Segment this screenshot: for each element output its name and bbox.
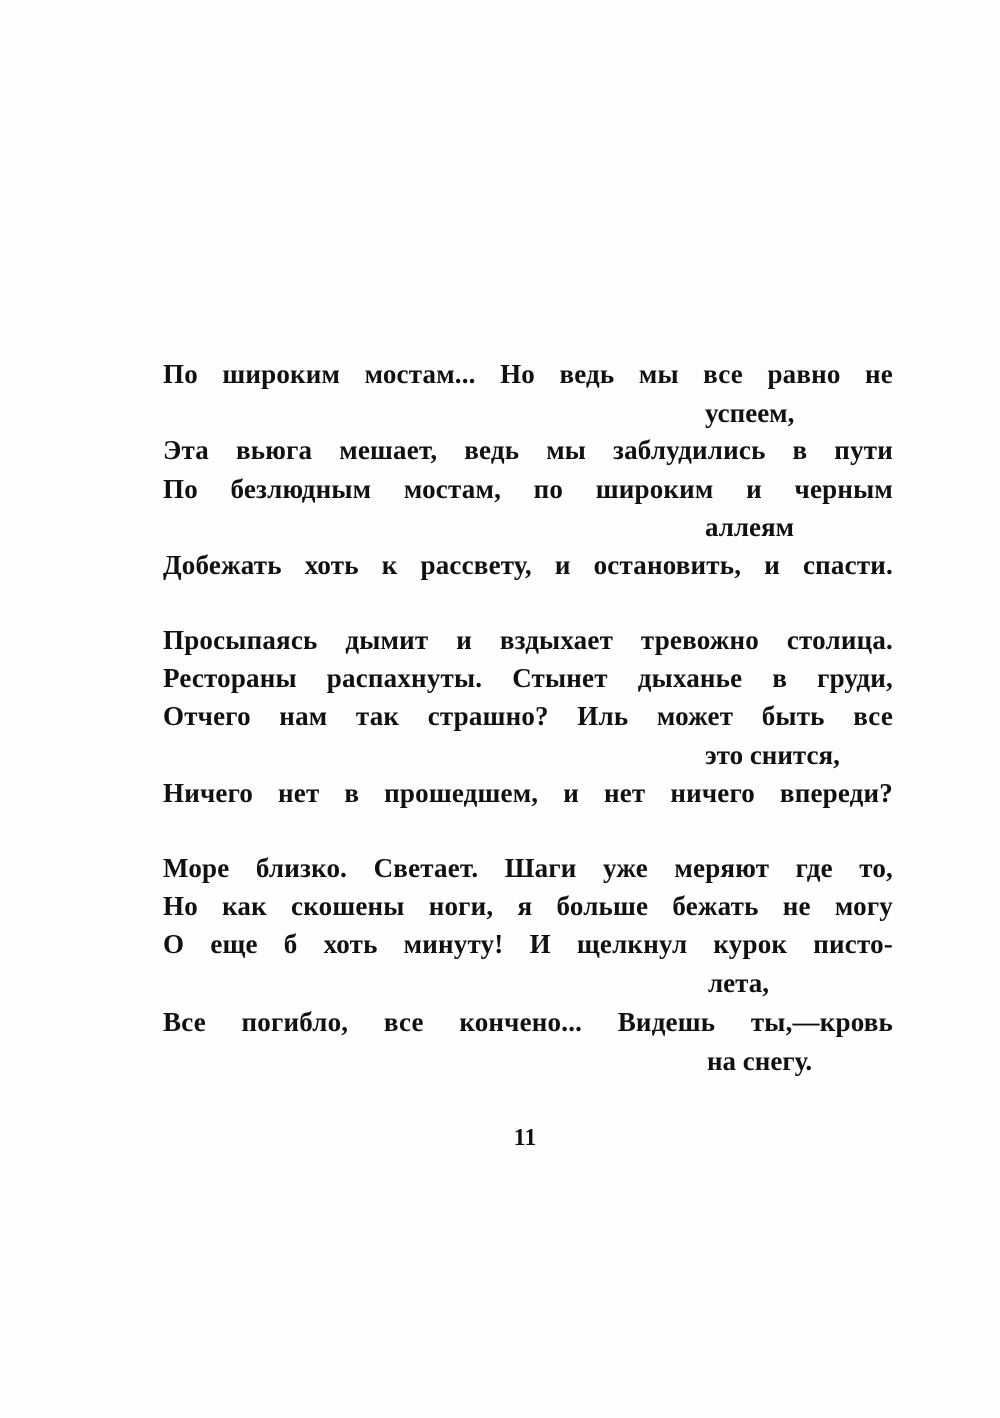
poem-line: Рестораны распахнуты. Стынет дыханье в груди, xyxy=(163,663,893,693)
poem-line: О еще б хоть минуту! И щелкнул курок писто- xyxy=(163,929,893,959)
poem-line-continuation: аллеям xyxy=(705,512,795,542)
poem-line-continuation: лета, xyxy=(708,968,769,998)
poem-line-continuation: это снится, xyxy=(705,740,840,770)
poem-line: Ничего нет в прошедшем, и нет ничего впереди? xyxy=(163,778,893,808)
poem-line: Просыпаясь дымит и вздыхает тревожно столица. xyxy=(163,625,893,655)
poem-line: По безлюдным мостам, по широким и черным xyxy=(163,474,893,504)
poem-line: Отчего нам так страшно? Иль может быть все xyxy=(163,701,893,731)
poem-line: Но как скошены ноги, я больше бежать не могу xyxy=(163,891,893,921)
poem-line-continuation: успеем, xyxy=(705,398,795,428)
poem-line: Море близко. Светает. Шаги уже меряют где то, xyxy=(163,853,893,883)
poem-line: По широким мостам... Но ведь мы все равно не xyxy=(163,359,893,389)
poem-line: Добежать хоть к рассвету, и остановить, и спасти. xyxy=(163,550,893,580)
poem-line: Эта вьюга мешает, ведь мы заблудились в пути xyxy=(163,435,893,465)
page-number: 11 xyxy=(513,1125,537,1151)
poem-line-continuation: на снегу. xyxy=(707,1046,813,1076)
poem-line: Все погибло, все кончено... Видешь ты,—кровь xyxy=(163,1007,893,1037)
